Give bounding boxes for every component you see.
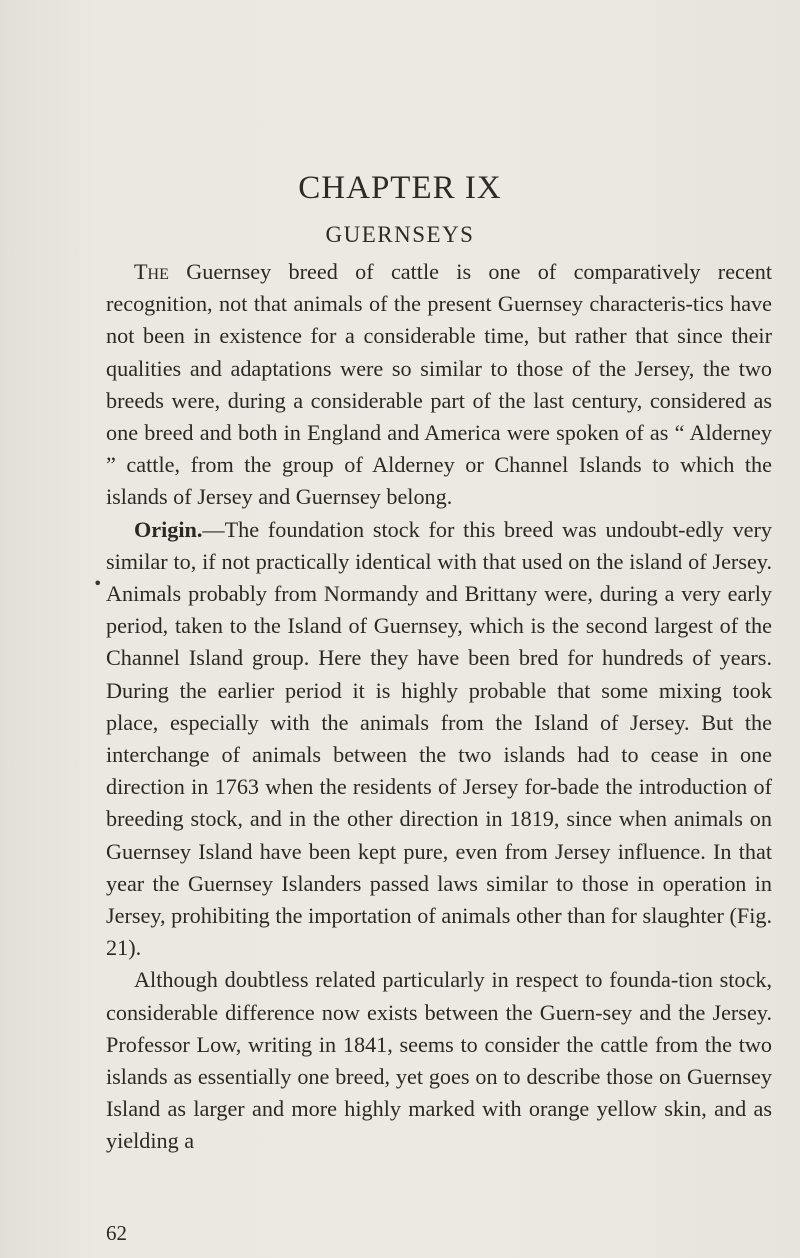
page-number: 62: [106, 1221, 127, 1245]
paragraph: [106, 514, 772, 965]
paragraph: [106, 256, 772, 514]
chapter-heading: CHAPTER IX: [298, 170, 502, 206]
section-heading: GUERNSEYS: [325, 222, 475, 247]
paragraph: [106, 964, 772, 1157]
paragraph-lead: Origin.: [134, 516, 203, 542]
body-text: [106, 256, 772, 1158]
paragraph-lead: The: [134, 259, 169, 284]
paragraph-text: —The foundation stock for this breed was undoubt-edly very similar to, if not practically identical with that used on the island of Jersey. Animals probably from Normandy and Brittany were, during a very early period, taken to the Island of Guernsey, which is the second largest of the Channel Island group. Here they have been bred for hundreds of years. During the earlier period it is highly probable that some mixing took place, especially with the animals from the Island of Jersey. But the interchange of animals between the two islands had to cease in one direction in 1763 when the residents of Jersey for-bade the introduction of breeding stock, and in the other direction in 1819, since when animals on Guernsey Island have been kept pure, even from Jersey influence. In that year the Guernsey Islanders passed laws similar to those in operation in Jersey, prohibiting the importation of animals other than for slaughter (Fig. 21).: [106, 516, 772, 961]
paragraph-text: Guernsey breed of cattle is one of comparatively recent recognition, not that animals of the present Guernsey characteris-tics have not been in existence for a considerable time, but rather that since their qualities and adaptations were so similar to those of the Jersey, the two breeds were, during a considerable part of the last century, considered as one breed and both in England and America were spoken of as “ Alderney ” cattle, from the group of Alderney or Channel Islands to which the islands of Jersey and Guernsey belong.: [106, 259, 772, 510]
paragraph-text: Although doubtless related particularly in respect to founda-tion stock, considerable difference now exists between the Guern-sey and the Jersey. Professor Low, writing in 1841, seems to consider the cattle from the two islands as essentially one breed, yet goes on to describe those on Guernsey Island as larger and more highly marked with orange yellow skin, and as yielding a: [106, 967, 772, 1154]
margin-mark-icon: •: [93, 574, 103, 593]
